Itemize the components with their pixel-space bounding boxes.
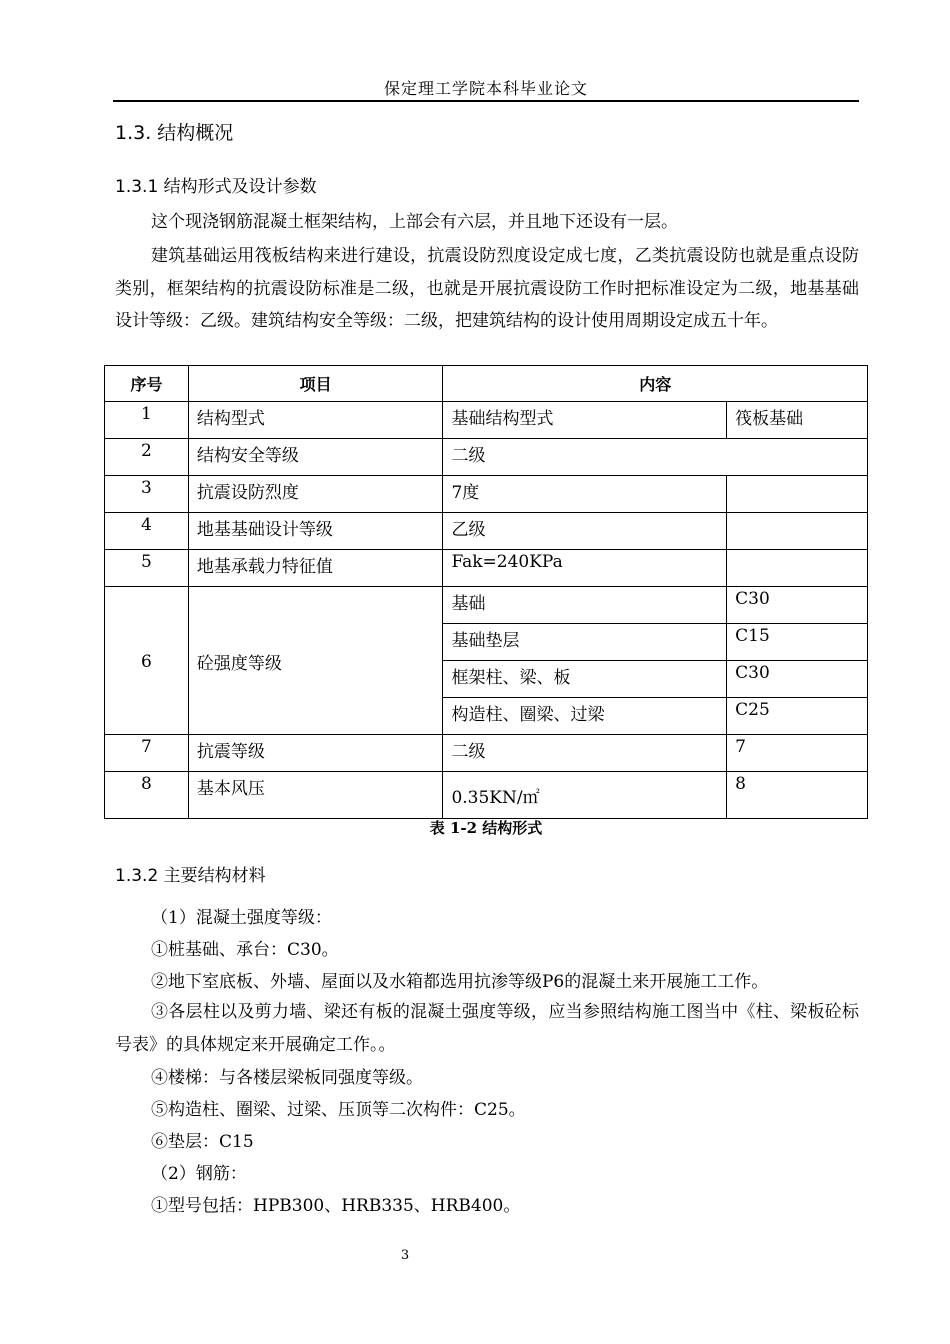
material-line: ③各层柱以及剪力墙、梁还有板的混凝土强度等级，应当参照结构施工图当中《柱、梁板砼标号表》的具体规定来开展确定工作。。 [115, 1002, 859, 1055]
row-extra: C15 [727, 624, 868, 661]
paragraph-1 [115, 206, 859, 239]
row-no: 7 [105, 735, 189, 772]
table-row [105, 402, 868, 439]
row-content: 基础垫层 [443, 624, 727, 661]
row-extra: 筏板基础 [727, 402, 868, 439]
table-caption: 表 1-2 结构形式 [429, 819, 543, 837]
row-item: 地基基础设计等级 [188, 513, 443, 550]
row-content: 框架柱、梁、板 [443, 661, 727, 698]
row-item: 抗震设防烈度 [188, 476, 443, 513]
table-row [105, 439, 868, 476]
material-line: ④楼梯：与各楼层梁板同强度等级。 [151, 1068, 423, 1088]
row-no: 4 [105, 513, 189, 550]
material-line: （2）钢筋： [151, 1164, 247, 1184]
row-item: 地基承载力特征值 [188, 550, 443, 587]
row-content: 乙级 [443, 513, 727, 550]
row-content: 基础结构型式 [443, 402, 727, 439]
table-row [105, 550, 868, 587]
row-content: 二级 [443, 735, 727, 772]
subsection-title-1: 1.3.1 结构形式及设计参数 [115, 177, 317, 197]
table-row [105, 587, 868, 624]
material-line: ⑤构造柱、圈梁、过梁、压顶等二次构件：C25。 [151, 1100, 526, 1120]
header-rule [113, 100, 859, 102]
page-number: 3 [400, 1248, 410, 1263]
row-no: 5 [105, 550, 189, 587]
row-no: 8 [105, 772, 189, 819]
row-no: 6 [105, 587, 189, 735]
page-header: 保定理工学院本科毕业论文 [383, 79, 588, 98]
material-line: ①型号包括：HPB300、HRB335、HRB400。 [151, 1196, 521, 1216]
row-no: 1 [105, 402, 189, 439]
row-item: 结构安全等级 [188, 439, 443, 476]
row-content: Fak=240KPa [443, 550, 727, 587]
row-extra [727, 550, 868, 587]
row-content: 基础 [443, 587, 727, 624]
material-line: ⑥垫层：C15 [151, 1132, 254, 1152]
row-content: 7度 [443, 476, 727, 513]
row-content: 构造柱、圈梁、过梁 [443, 698, 727, 735]
material-line: ①桩基础、承台：C30。 [151, 940, 339, 960]
row-extra [727, 476, 868, 513]
row-extra: 8 [727, 772, 868, 819]
row-no: 3 [105, 476, 189, 513]
row-extra: C25 [727, 698, 868, 735]
table-row [105, 513, 868, 550]
row-item: 基本风压 [188, 772, 443, 819]
row-extra: C30 [727, 661, 868, 698]
material-paragraph [115, 996, 859, 1061]
header-item: 项目 [188, 366, 443, 402]
row-content: 0.35KN/㎡ [443, 772, 727, 819]
row-extra [727, 513, 868, 550]
row-extra: 7 [727, 735, 868, 772]
table-row [105, 476, 868, 513]
row-content: 二级 [443, 439, 868, 476]
table-row [105, 735, 868, 772]
section-title: 1.3. 结构概况 [115, 122, 234, 144]
row-extra: C30 [727, 587, 868, 624]
structure-table [104, 365, 868, 819]
header-no: 序号 [105, 366, 189, 402]
header-content: 内容 [443, 366, 868, 402]
paragraph-2-text: 建筑基础运用筏板结构来进行建设，抗震设防烈度设定成七度，乙类抗震设防也就是重点设防类别，框架结构的抗震设防标准是二级，也就是开展抗震设防工作时把标准设定为二级，地基基础设计等级：乙级。建筑结构安全等级：二级，把建筑结构的设计使用周期设定成五十年。 [115, 246, 859, 331]
material-line: （1）混凝土强度等级： [151, 908, 332, 928]
row-no: 2 [105, 439, 189, 476]
paragraph-2 [115, 240, 859, 338]
row-item: 结构型式 [188, 402, 443, 439]
table-row [105, 772, 868, 819]
material-line: ②地下室底板、外墙、屋面以及水箱都选用抗渗等级P6的混凝土来开展施工工作。 [151, 972, 769, 992]
row-item: 抗震等级 [188, 735, 443, 772]
row-item: 砼强度等级 [188, 587, 443, 735]
subsection-title-2: 1.3.2 主要结构材料 [115, 866, 266, 886]
table-header-row [105, 366, 868, 402]
paragraph-1-text: 这个现浇钢筋混凝土框架结构，上部会有六层，并且地下还设有一层。 [151, 212, 678, 232]
